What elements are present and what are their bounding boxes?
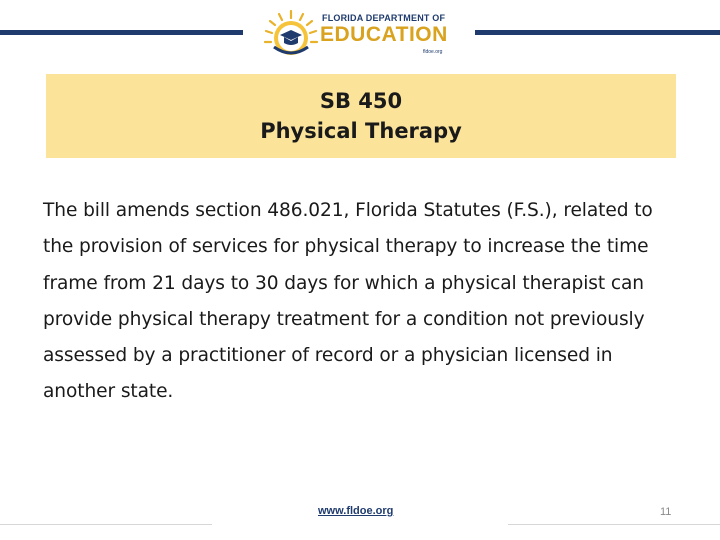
logo-line2: EDUCATION [320,23,448,46]
fldoe-logo [262,7,462,59]
body-paragraph: The bill amends section 486.021, Florida Statutes (F.S.), related to the provision of services for physical therapy to increase the time frame from 21 days to 30 days for which a physical therapist can provide physical therapy treatment for a condition not previously assessed by a practitioner of record or a physician licensed in another state. [43,200,653,403]
logo-line1: FLORIDA DEPARTMENT OF [322,13,446,23]
footer-url-link[interactable]: www.fldoe.org [318,505,394,517]
title-band [46,74,676,158]
logo-url: fldoe.org [423,49,443,55]
footer-rule-left [0,524,212,525]
footer-rule-right [508,524,720,525]
slide-title-topic: Physical Therapy [260,119,462,143]
sun-emblem-icon [262,7,320,59]
slide-title-bill: SB 450 [319,89,403,113]
page-number: 11 [660,506,672,518]
header-rule-left [0,30,243,35]
header-rule-right [475,30,720,35]
